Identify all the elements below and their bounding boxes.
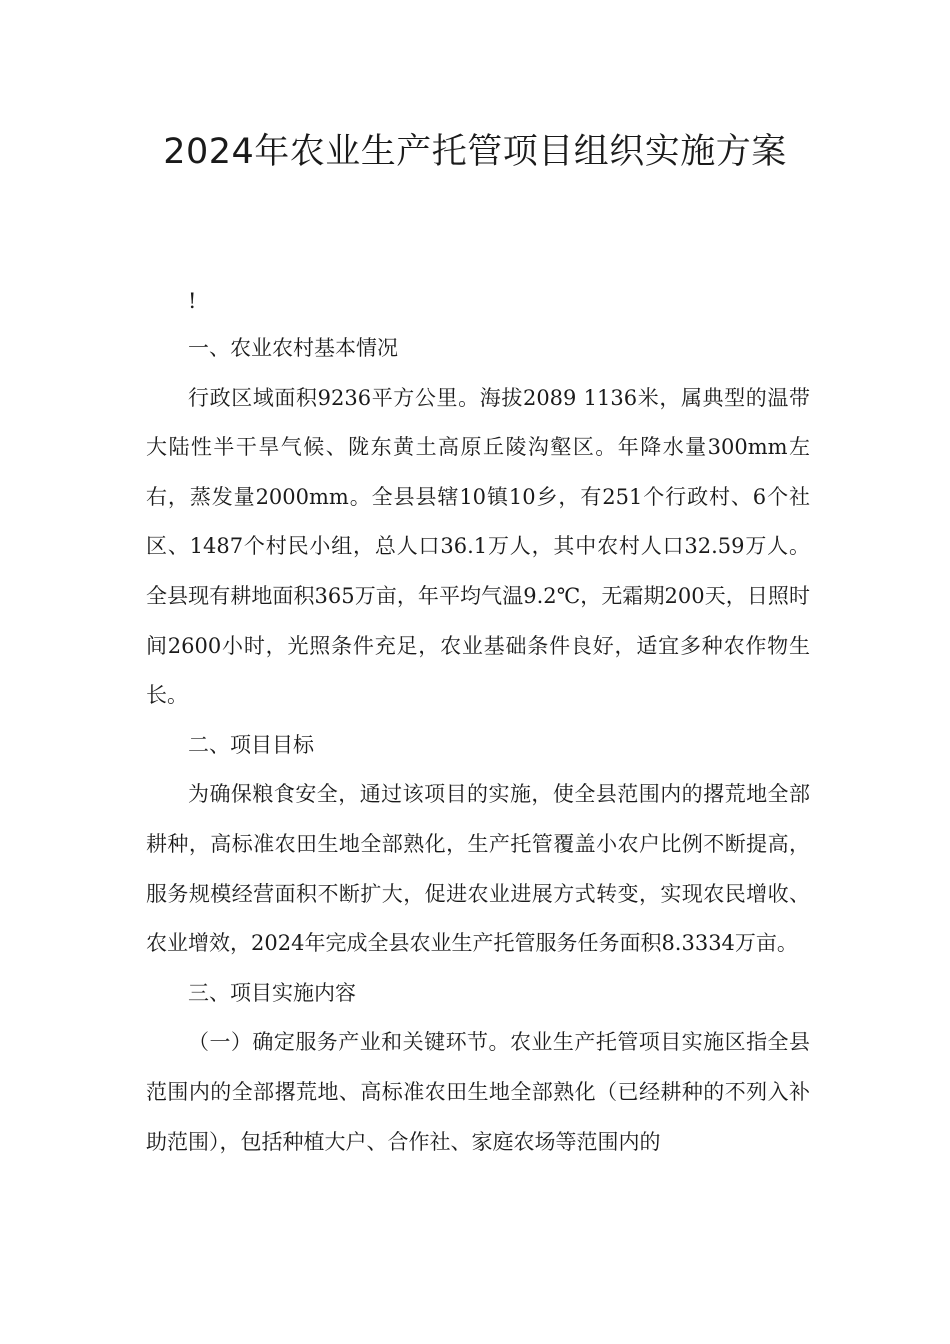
paragraph-project-goal: 为确保粮食安全，通过该项目的实施，使全县范围内的撂荒地全部耕种，高标准农田生地全部熟化，生产托管覆盖小农户比例不断提高，服务规模经营面积不断扩大，促进农业进展方式转变，实现农民增收、农业增效，2024年完成全县农业生产托管服务任务面积8.3334万亩。 <box>146 782 810 956</box>
section-heading-2: 二、项目目标 <box>188 732 314 757</box>
document-title: 2024年农业生产托管项目组织实施方案 <box>163 132 787 172</box>
paragraph-marker: ! <box>188 289 197 313</box>
document-body <box>146 282 810 1167</box>
paragraph-basic-situation: 行政区域面积9236平方公里。海拔2089 1136米，属典型的温带大陆性半干旱气候、陇东黄土高原丘陵沟壑区。年降水量300mm左右，蒸发量2000mm。全县县辖10镇10乡，有251个行政村、6个社区、1487个村民小组，总人口36.1万人，其中农村人口32.59万人。全县现有耕地面积365万亩，年平均气温9.2℃，无霜期200天，日照时间2600小时，光照条件充足，农业基础条件良好，适宜多种农作物生长。 <box>146 385 811 708</box>
section-heading-1: 一、农业农村基本情况 <box>188 336 398 360</box>
section-heading-3: 三、项目实施内容 <box>188 980 356 1005</box>
paragraph-service-industry: （一）确定服务产业和关键环节。农业生产托管项目实施区指全县范围内的全部撂荒地、高标准农田生地全部熟化（已经耕种的不列入补助范围），包括种植大户、合作社、家庭农场等范围内的 <box>146 1030 810 1154</box>
